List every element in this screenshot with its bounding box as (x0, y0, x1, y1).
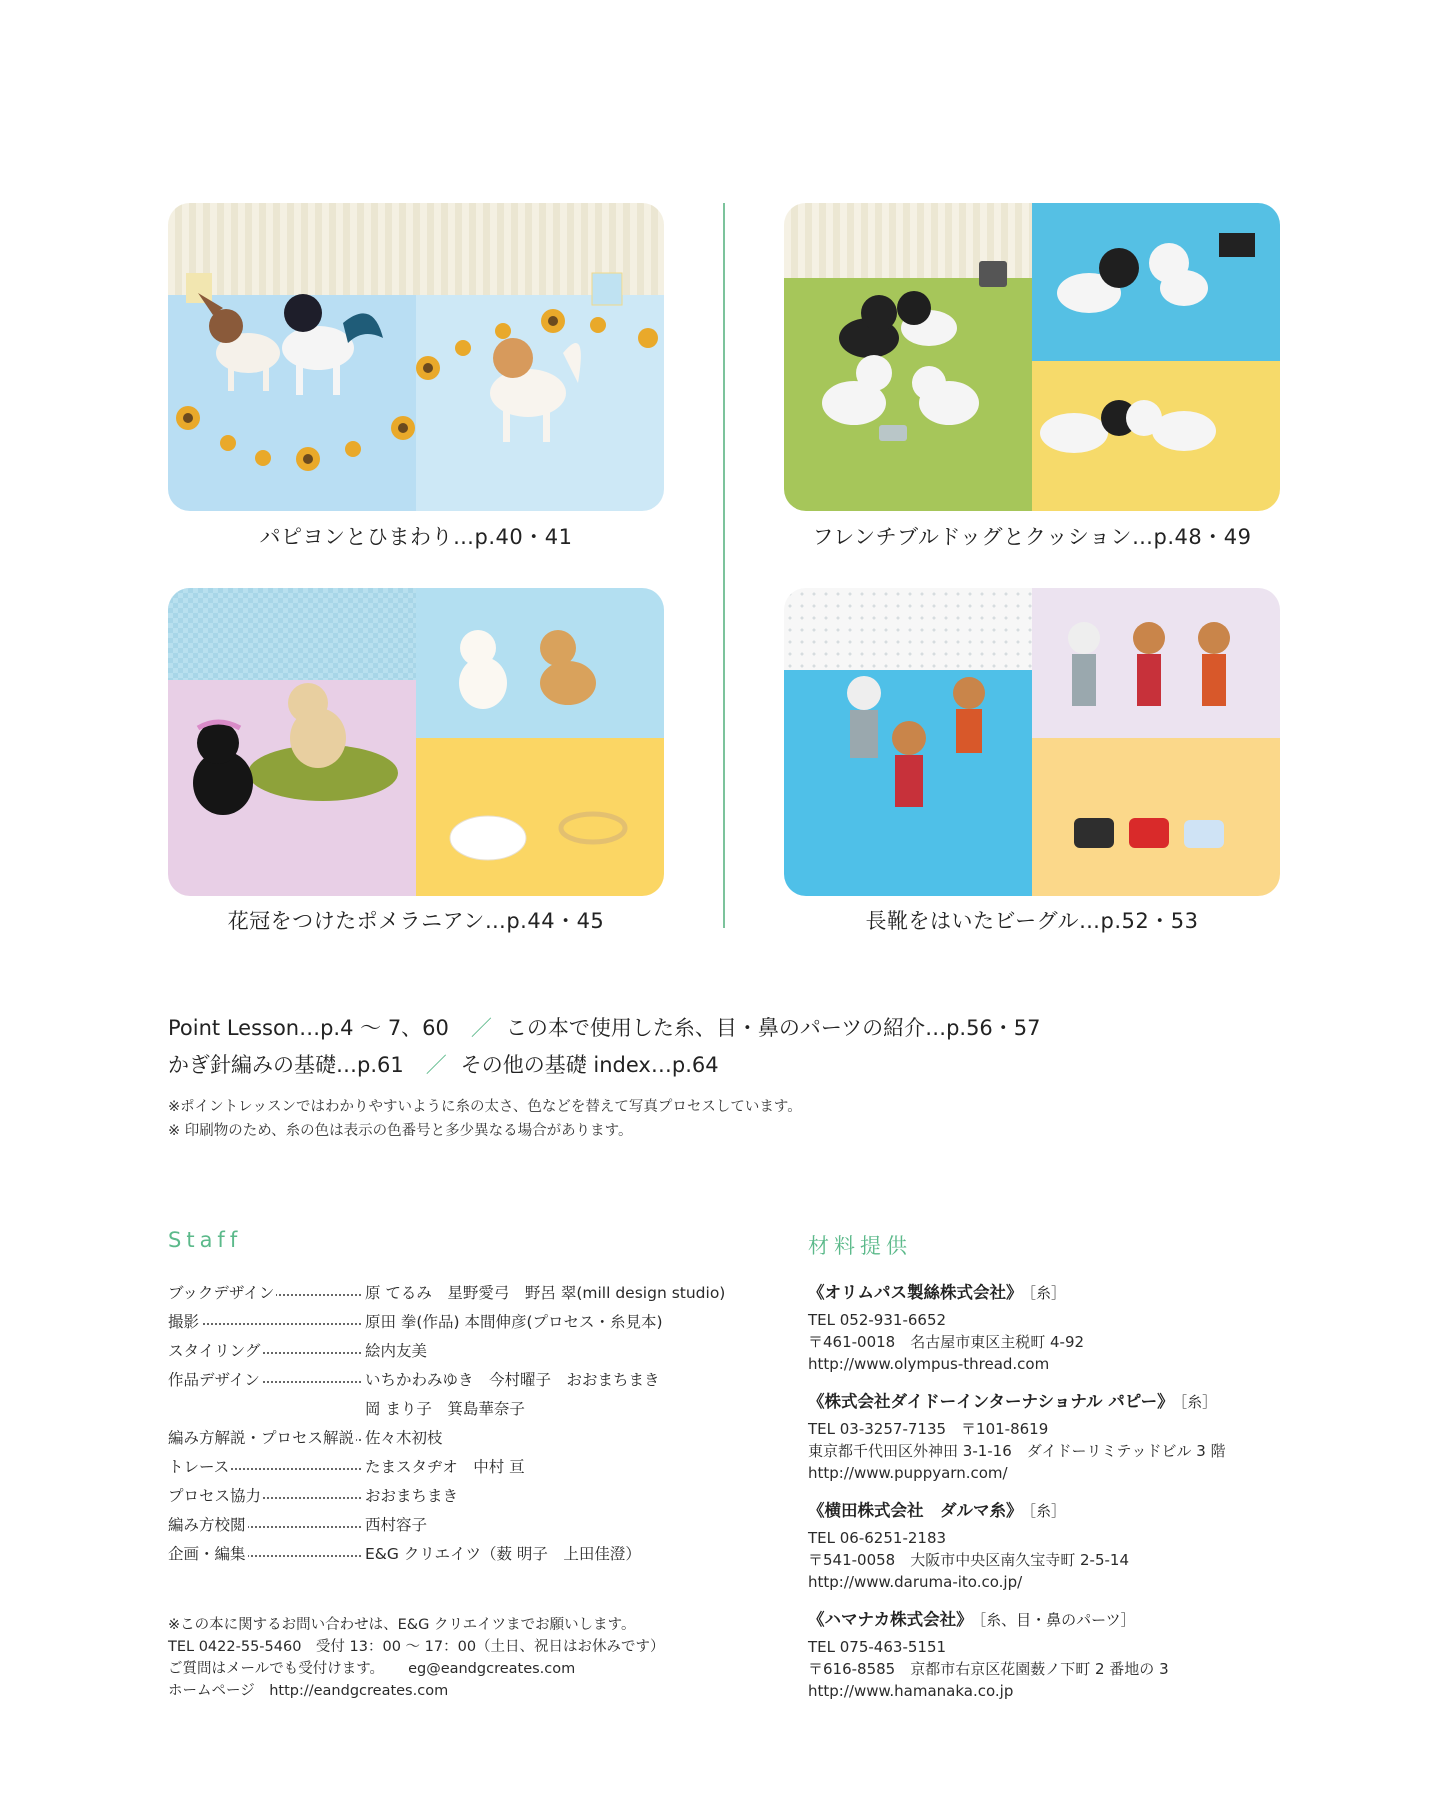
clapperboard-prop (1219, 233, 1255, 257)
staff-role: ブックデザイン (168, 1281, 365, 1303)
supplier-address: 東京都千代田区外神田 3-1-16 ダイドーリミテッドビル 3 階 (808, 1442, 1226, 1460)
index-other-basics[interactable]: その他の基礎 index…p.64 (460, 1053, 719, 1077)
caption-beagle: 長靴をはいたビーグル…p.52・53 (865, 909, 1199, 933)
beagle-red-sweater (892, 721, 926, 807)
staff-role: 企画・編集 (168, 1542, 365, 1564)
staff-role: 撮影 (168, 1310, 365, 1332)
mini-card-right (592, 273, 622, 305)
supplier-address: 〒461-0018 名古屋市東区主税町 4-92 (808, 1333, 1085, 1351)
supplier-tel: TEL 075-463-5151 (808, 1638, 947, 1656)
staff-name: たまスタヂオ 中村 亘 (365, 1458, 525, 1476)
pomeranian-illustration (168, 588, 664, 896)
bulldog-pied-3 (912, 366, 979, 425)
staff-name: 西村容子 (365, 1516, 428, 1534)
photo-pomeranian (168, 588, 664, 896)
staff-role: 編み方解説・プロセス解説 (168, 1426, 365, 1448)
beagle-orange (953, 677, 985, 753)
staff-name: いちかわみゆき 今村曜子 おおまちまき (365, 1371, 660, 1389)
flower-crown (561, 814, 625, 842)
staff-role: トレース (168, 1455, 365, 1477)
staff-row (168, 1455, 525, 1481)
photo-french-bulldog (784, 203, 1280, 511)
staff-row (168, 1310, 663, 1336)
staff-name: 佐々木初枝 (365, 1429, 443, 1447)
supplier-name: 《株式会社ダイドーインターナショナル パピー》 ［糸］ (808, 1392, 1218, 1411)
staff-role: プロセス協力 (168, 1484, 365, 1506)
staff-name: おおまちまき (365, 1487, 459, 1505)
staff-row (168, 1397, 525, 1423)
supplier-name: 《オリムパス製絲株式会社》 ［糸］ (808, 1283, 1067, 1302)
bulldog-pair-top (1057, 243, 1208, 313)
caption-papillon: パピヨンとひまわり…p.40・41 (259, 525, 573, 549)
column-divider (723, 203, 725, 928)
papillon-tan (490, 338, 581, 442)
cushion-prop (879, 425, 907, 441)
pomeranian-white (459, 630, 507, 709)
note-point-lesson: ※ポイントレッスンではわかりやすいように糸の太さ、色などを替えて写真プロセスしています。 (168, 1099, 802, 1115)
index-separator: ／ (425, 1053, 447, 1077)
pomeranian-black (193, 722, 253, 815)
contact-inquiry: ※この本に関するお問い合わせは、E&G クリエイツまでお願いします。 (168, 1617, 636, 1633)
caption-french-bulldog: フレンチブルドッグとクッション…p.48・49 (812, 525, 1252, 549)
staff-role: 編み方校閲 (168, 1513, 365, 1535)
index-line-1 (168, 1012, 1041, 1042)
contact-email-line (168, 1658, 665, 1680)
papillon-black (282, 294, 383, 395)
supplier-url[interactable]: http://www.olympus-thread.com (808, 1355, 1050, 1373)
supplier-daruma (808, 1497, 1288, 1593)
mini-card-left (186, 273, 212, 303)
pomeranian-tan (288, 683, 346, 768)
supplier-puppy (808, 1388, 1288, 1484)
index-point-lesson[interactable]: Point Lesson…p.4 ～ 7、60 (168, 1016, 449, 1040)
caption-pomeranian: 花冠をつけたポメラニアン…p.44・45 (227, 909, 605, 933)
staff-name: 原 てるみ 星野愛弓 野呂 翠(mill design studio) (365, 1284, 726, 1302)
staff-row (168, 1281, 725, 1307)
camera-prop (979, 261, 1007, 287)
staff-name: 絵内友美 (365, 1342, 428, 1360)
photo-papillon-sunflower (168, 203, 664, 511)
staff-name: 原田 拳(作品) 本間伸彦(プロセス・糸見本) (365, 1313, 663, 1331)
pomeranian-orange (540, 630, 596, 705)
supplier-address: 〒616-8585 京都市右京区花園薮ノ下町 2 番地の 3 (808, 1660, 1169, 1678)
supplier-olympus (808, 1279, 1288, 1375)
boots-row (1074, 818, 1224, 848)
index-line-2 (168, 1049, 719, 1079)
supplier-tel: TEL 06-6251-2183 (808, 1529, 947, 1547)
note-print-color: ※ 印刷物のため、糸の色は表示の色番号と多少異なる場合があります。 (168, 1123, 633, 1139)
supplier-tel: TEL 03-3257-7135 〒101-8619 (808, 1420, 1049, 1438)
supplier-url[interactable]: http://www.hamanaka.co.jp (808, 1682, 1014, 1700)
supplier-name: 《ハマナカ株式会社》 ［糸、目・鼻のパーツ］ (808, 1610, 1136, 1629)
beagle-grey (847, 676, 881, 758)
staff-row (168, 1368, 660, 1394)
index-yarn-parts[interactable]: この本で使用した糸、目・鼻のパーツの紹介…p.56・57 (505, 1016, 1041, 1040)
papillon-illustration (168, 203, 664, 511)
bulldog-illustration (784, 203, 1280, 511)
beagle-illustration (784, 588, 1280, 896)
flower-box (450, 816, 526, 860)
staff-row (168, 1484, 458, 1510)
bulldog-pair-bottom (1040, 400, 1216, 453)
staff-role: 作品デザイン (168, 1368, 365, 1390)
contact-tel: TEL 0422-55-5460 受付 13：00 ～ 17：00（土日、祝日はお休みです） (168, 1639, 665, 1655)
supplier-hamanaka (808, 1606, 1288, 1702)
supplier-url[interactable]: http://www.puppyarn.com/ (808, 1464, 1008, 1482)
staff-title: Staff (168, 1228, 243, 1252)
index-separator: ／ (470, 1016, 492, 1040)
contact-email-link[interactable]: eg@eandgcreates.com (408, 1661, 576, 1677)
staff-name: E&G クリエイツ（薮 明子 上田佳澄） (365, 1545, 641, 1563)
supplier-tel: TEL 052-931-6652 (808, 1311, 947, 1329)
suppliers-title: 材料提供 (808, 1234, 912, 1258)
supplier-url[interactable]: http://www.daruma-ito.co.jp/ (808, 1573, 1023, 1591)
papillon-brown (198, 293, 280, 391)
supplier-name: 《横田株式会社 ダルマ糸》 ［糸］ (808, 1501, 1067, 1520)
contact-block (168, 1614, 665, 1702)
index-crochet-basics[interactable]: かぎ針編みの基礎…p.61 (168, 1053, 404, 1077)
staff-row (168, 1513, 427, 1539)
contact-email-label: ご質問はメールでも受付けます。 (168, 1661, 385, 1677)
supplier-address: 〒541-0058 大阪市中央区南久宝寺町 2-5-14 (808, 1551, 1129, 1569)
staff-row (168, 1339, 427, 1365)
staff-role: スタイリング (168, 1339, 365, 1361)
contact-homepage[interactable]: ホームページ http://eandgcreates.com (168, 1683, 449, 1699)
bulldog-black (839, 295, 899, 358)
bulldog-pied-1 (897, 291, 957, 346)
staff-row (168, 1542, 641, 1568)
staff-row (168, 1426, 443, 1452)
bulldog-pied-2 (822, 355, 892, 425)
beagle-row (1068, 622, 1230, 706)
staff-name: 岡 まり子 箕島華奈子 (365, 1400, 525, 1418)
photo-beagle (784, 588, 1280, 896)
